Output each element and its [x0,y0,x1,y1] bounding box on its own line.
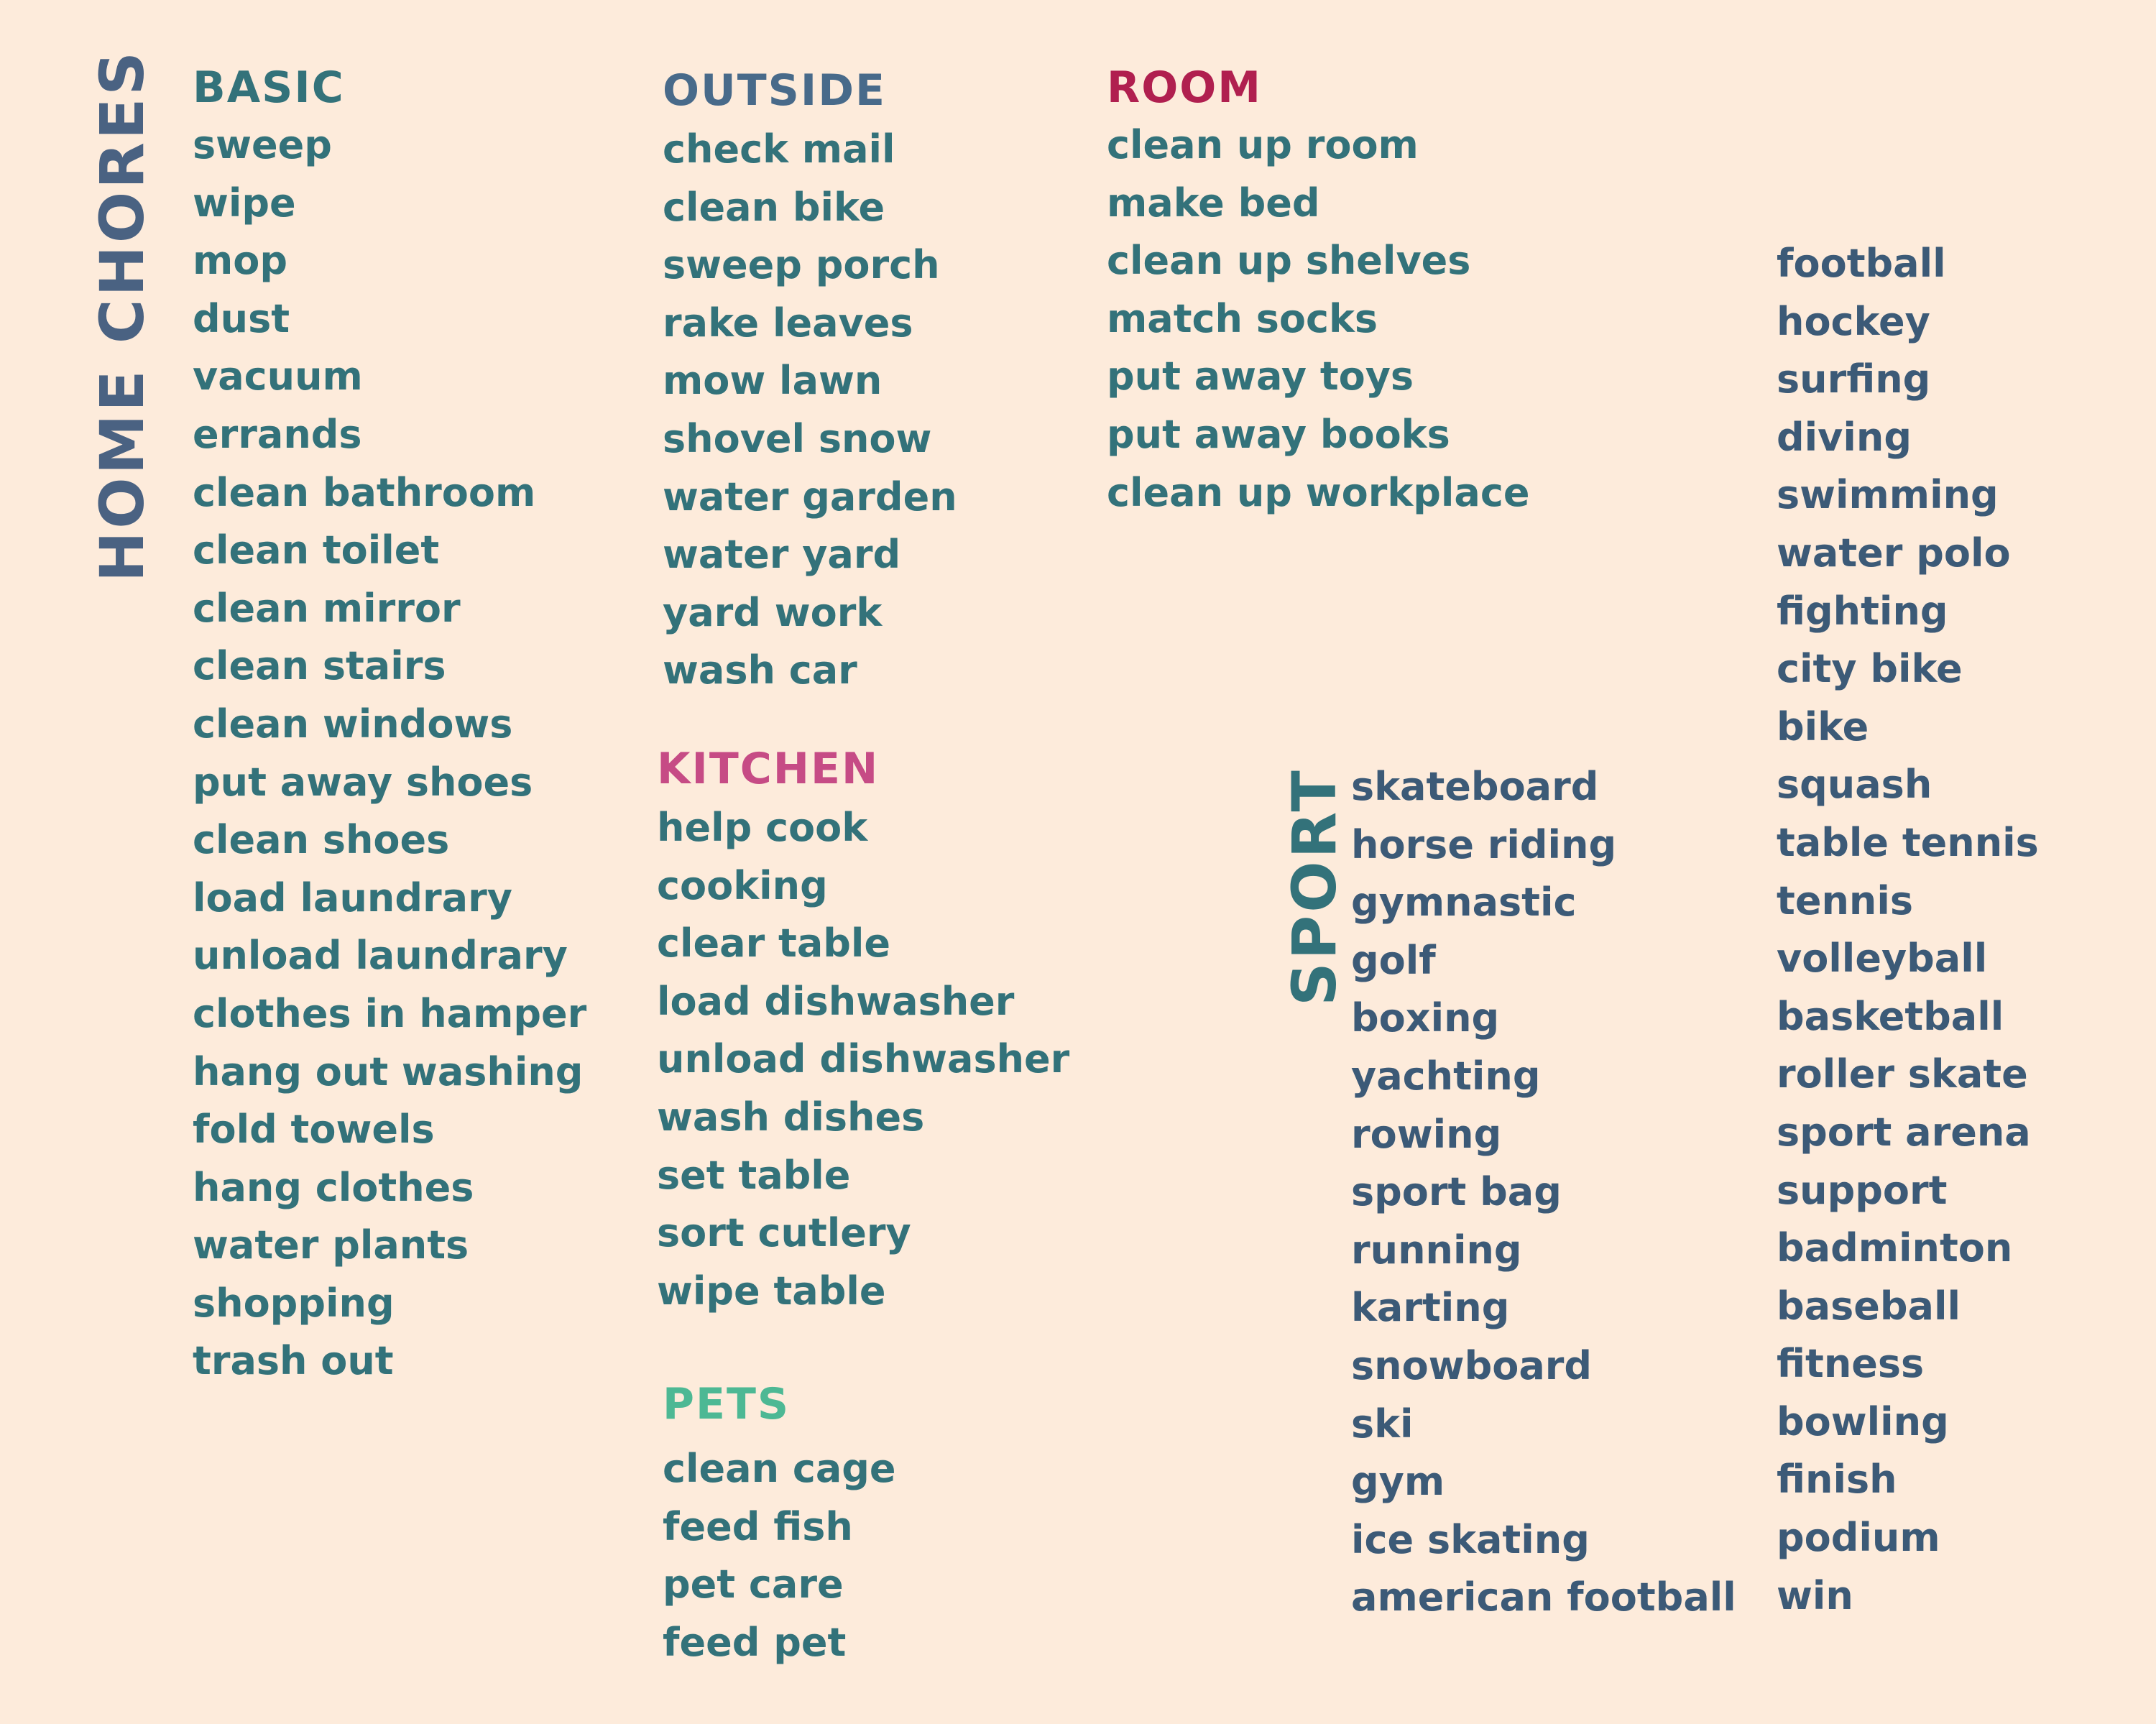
list-item: wipe [193,180,296,226]
list-item: karting [1351,1285,1510,1331]
list-item: trash out [193,1338,394,1384]
kitchen-list [657,799,1069,1320]
outside-list [663,121,957,700]
sport-list-column-1 [1351,758,1736,1627]
list-item: gymnastic [1351,880,1577,926]
list-item: mow lawn [663,358,883,404]
list-item: rowing [1351,1111,1502,1157]
list-item: clean up workplace [1107,469,1530,515]
list-item: bike [1777,704,1869,750]
list-item: american football [1351,1575,1736,1621]
list-item: clean mirror [193,585,461,631]
list-item: sort cutlery [657,1210,911,1256]
list-item: roller skate [1777,1051,2028,1097]
list-item: wipe table [657,1268,886,1314]
list-item: skateboard [1351,764,1599,809]
list-item: water polo [1777,530,2011,576]
list-item: golf [1351,937,1436,983]
list-item: put away books [1107,411,1450,457]
basic-list [193,116,586,1391]
list-item: ski [1351,1401,1414,1447]
section-room-heading: ROOM [1107,63,1262,113]
list-item: unload dishwasher [657,1036,1070,1082]
list-item: squash [1777,762,1932,808]
list-item: pet care [663,1562,844,1608]
list-item: fitness [1777,1341,1925,1387]
list-item: clear table [657,921,891,967]
list-item: ice skating [1351,1516,1590,1562]
list-item: baseball [1777,1283,1961,1329]
list-item: win [1777,1572,1853,1618]
section-basic-heading: BASIC [193,63,345,113]
list-item: clean up shelves [1107,238,1471,284]
list-item: badminton [1777,1225,2013,1271]
list-item: cooking [657,862,828,908]
list-item: bowling [1777,1398,1949,1444]
list-item: sport arena [1777,1109,2031,1155]
list-item: boxing [1351,995,1500,1041]
pets-list [663,1440,896,1672]
section-pets-heading: PETS [663,1379,791,1429]
list-item: hang clothes [193,1164,474,1210]
list-item: clean toilet [193,527,440,573]
list-item: support [1777,1167,1948,1213]
list-item: fold towels [193,1107,435,1153]
list-item: tennis [1777,877,1913,923]
list-item: clean bathroom [193,469,536,515]
list-item: clean up room [1107,122,1419,167]
list-item: water yard [663,532,901,578]
list-item: city bike [1777,646,1963,692]
list-item: vacuum [193,354,363,400]
list-item: errands [193,411,362,457]
list-item: hockey [1777,298,1930,344]
section-basic [193,63,587,1391]
section-pets [663,1379,896,1672]
list-item: clothes in hamper [193,990,587,1036]
list-item: snowboard [1351,1342,1593,1388]
list-item: rake leaves [663,300,913,346]
room-list [1107,116,1530,522]
list-item: table tennis [1777,819,2039,865]
list-item: water garden [663,474,957,520]
list-item: wash car [663,647,857,693]
list-item: water plants [193,1222,469,1268]
home-chores-title: HOME CHORES [87,49,157,582]
list-item: clean bike [663,184,885,230]
list-item: clean windows [193,701,513,747]
list-item: shovel snow [663,415,932,461]
list-item: put away toys [1107,354,1414,400]
list-item: finish [1777,1457,1897,1503]
list-item: mop [193,238,288,284]
list-item: check mail [663,126,895,172]
list-item: wash dishes [657,1094,925,1140]
list-item: clean cage [663,1446,896,1491]
list-item: unload laundrary [193,933,568,979]
section-outside [663,65,957,700]
list-item: put away shoes [193,759,533,805]
section-outside-heading: OUTSIDE [663,65,886,116]
sport-list-column-2 [1777,235,2039,1625]
list-item: feed pet [663,1619,847,1665]
list-item: surfing [1777,356,1931,402]
list-item: help cook [657,805,868,850]
list-item: yachting [1351,1053,1541,1099]
list-item: match socks [1107,295,1378,341]
list-item: fighting [1777,588,1948,634]
list-item: football [1777,241,1946,286]
list-item: load laundrary [193,875,512,921]
list-item: diving [1777,414,1912,460]
list-item: feed fish [663,1503,853,1549]
sport-title: SPORT [1279,767,1350,1006]
list-item: load dishwasher [657,978,1015,1024]
list-item: basketball [1777,993,2004,1039]
list-item: sport bag [1351,1169,1562,1215]
list-item: make bed [1107,180,1320,226]
list-item: shopping [193,1280,395,1326]
list-item: swimming [1777,472,1999,518]
list-item: set table [657,1152,851,1198]
list-item: yard work [663,589,883,635]
list-item: horse riding [1351,821,1617,867]
list-item: running [1351,1227,1522,1273]
list-item: sweep [193,122,332,167]
list-item: dust [193,295,290,341]
section-kitchen-heading: KITCHEN [657,744,880,794]
list-item: gym [1351,1459,1445,1505]
list-item: clean shoes [193,817,450,863]
list-item: hang out washing [193,1048,584,1094]
section-room [1107,63,1530,522]
list-item: clean stairs [193,643,446,689]
section-kitchen [657,744,1070,1320]
list-item: podium [1777,1515,1940,1561]
list-item: volleyball [1777,936,1988,982]
list-item: sweep porch [663,242,940,288]
